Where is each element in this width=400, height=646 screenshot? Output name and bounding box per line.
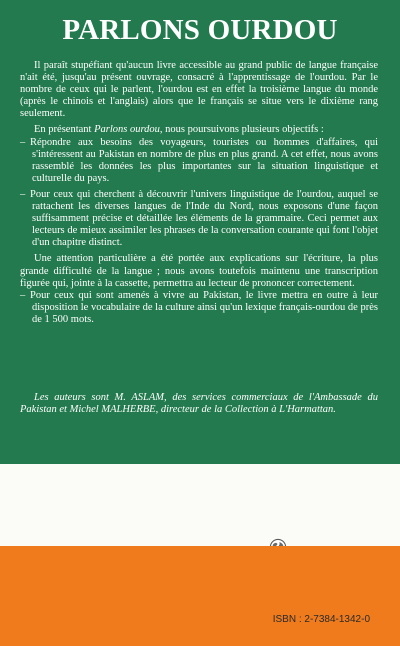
objectives-tail: , nous poursuivons plusieurs objectifs :	[159, 124, 324, 136]
dash-marker: –	[20, 289, 26, 301]
objective-item-2-text: Pour ceux qui cherchent à découvrir l'univers linguistique de l'ourdou, auquel se rattachent les diverses langues de l'Inde du Nord, nous exposons d'une façon suffisamment précise et détaillée les éléments de la grammaire. Ceci permet aux lecteurs de mieux assimiler les phrases de la conversation courante qui font l'objet d'un chapitre distinct.	[30, 188, 378, 249]
objective-item-1-text: Répondre aux besoins des voyageurs, touristes ou hommes d'affaires, qui s'intéressent au Pakistan en nombre de plus en plus grand. A cet effet, nous avons rassemblé les données les plus importantes sur la situation linguistique et culturelle du pays.	[30, 136, 378, 184]
objective-item-3-text: Pour ceux qui sont amenés à vivre au Pakistan, le livre mettra en outre à leur disposition le vocabulaire de la culture ainsi qu'un lexique français-ourdou de près de 1 500 mots.	[30, 289, 378, 325]
objectives-lead: En présentant	[34, 124, 95, 136]
objective-item-3	[20, 290, 378, 326]
objective-item-2	[20, 189, 378, 249]
dash-marker: –	[20, 188, 26, 200]
writing-paragraph: Une attention particulière a été portée aux explications sur l'écriture, la plus grande difficulté de la langue ; nous avons toutefois maintenu une transcription figurée qui, jointe à la cassette, permettra au lecteur de prononcer correctement.	[20, 253, 378, 289]
objectives-paragraph	[20, 124, 378, 136]
isbn-label: ISBN : 2-7384-1342-0	[272, 614, 370, 625]
orange-panel	[0, 546, 400, 646]
objective-item-1	[20, 137, 378, 185]
objectives-book-title: Parlons ourdou	[94, 124, 160, 136]
blurb	[20, 60, 378, 326]
white-band	[0, 464, 400, 546]
intro-paragraph: Il paraît stupéfiant qu'aucun livre accessible au grand public de langue française n'ait été, jusqu'au présent ouvrage, consacré à l'apprentissage de l'ourdou. Par le nombre de ceux qui le parlent, l'ourdou est en effet la troisième langue du monde (après le chinois et l'anglais) alors que le français se situe vers le dixième rang seulement.	[20, 60, 378, 120]
book-title: PARLONS OURDOU	[62, 14, 338, 46]
authors-note: Les auteurs sont M. ASLAM, des services commerciaux de l'Ambassade du Pakistan et Michel MALHERBE, directeur de la Collection à L'Harmattan.	[20, 392, 378, 416]
dash-marker: –	[20, 136, 26, 148]
